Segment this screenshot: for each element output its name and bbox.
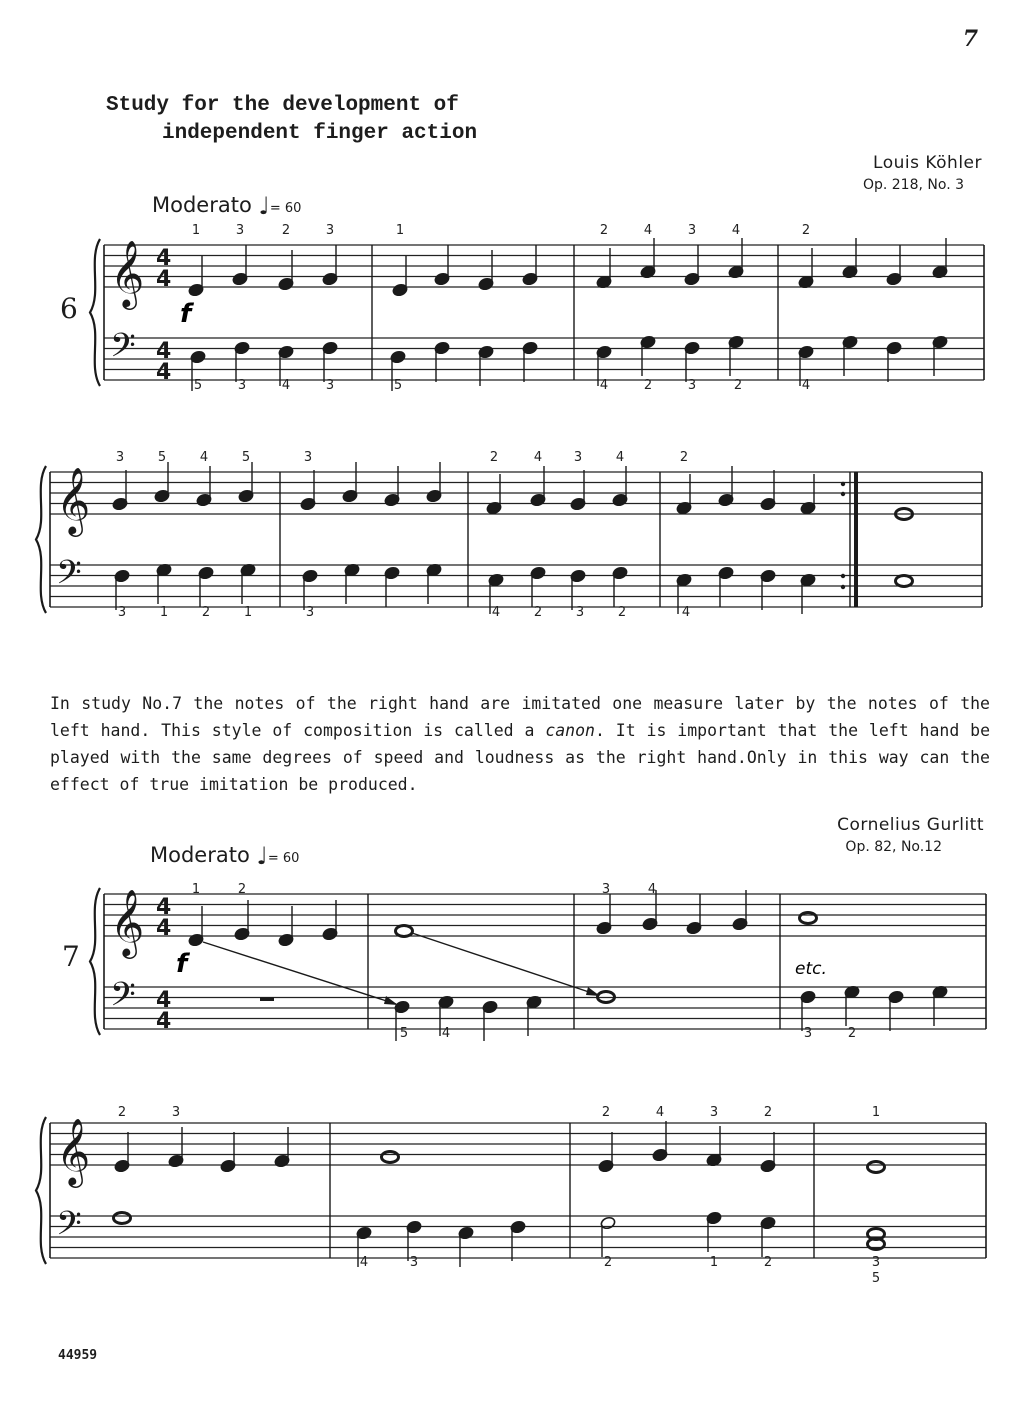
time-signature: 4: [156, 360, 172, 385]
fingering-number: 4: [199, 450, 209, 465]
imitation-arrow: [412, 933, 598, 995]
fingering-number: 2: [617, 605, 627, 620]
treble-clef-icon: 𝄞: [110, 239, 145, 307]
fingering-number: 5: [871, 1271, 881, 1286]
whole-note: [896, 576, 913, 587]
fingering-number: 3: [573, 450, 583, 465]
imitation-arrow: [203, 942, 396, 1004]
fingering-number: 1: [191, 882, 201, 897]
quarter-note-icon: ♩: [256, 842, 268, 870]
bass-clef-icon: 𝄢: [56, 554, 82, 600]
composer-kohler: Louis Köhler: [873, 153, 982, 173]
fingering-number: 3: [235, 223, 245, 238]
fingering-number: 2: [281, 223, 291, 238]
fingering-number: 3: [871, 1255, 881, 1270]
time-signature: 4: [156, 895, 172, 920]
fingering-number: 3: [171, 1105, 181, 1120]
time-signature: 4: [156, 1009, 172, 1034]
fingering-number: 5: [393, 378, 403, 393]
brace: [36, 466, 46, 613]
fingering-number: 4: [281, 378, 291, 393]
repeat-dot: [841, 482, 845, 486]
fingering-number: 4: [599, 378, 609, 393]
whole-note: [382, 1152, 399, 1163]
fingering-number: 4: [441, 1026, 451, 1041]
fingering-number: 2: [801, 223, 811, 238]
fingering-number: 4: [681, 605, 691, 620]
paragraph-text-1: In study No.7 the notes of the right hand are imitated one measure later by the notes of the left hand. This style of composition is called a: [50, 694, 990, 740]
title-line-1: Study for the development of: [106, 94, 459, 117]
fingering-number: 2: [679, 450, 689, 465]
brace: [90, 888, 100, 1035]
fingering-number: 2: [601, 1105, 611, 1120]
fingering-number: 3: [601, 882, 611, 897]
fingering-number: 1: [191, 223, 201, 238]
fingering-number: 4: [647, 882, 657, 897]
dynamic-forte-6: f: [180, 299, 192, 329]
fingering-number: 2: [201, 605, 211, 620]
bass-clef-icon: 𝄢: [110, 327, 136, 373]
fingering-number: 2: [237, 882, 247, 897]
fingering-number: 3: [687, 223, 697, 238]
fingering-number: 3: [115, 450, 125, 465]
fingering-number: 2: [599, 223, 609, 238]
fingering-number: 2: [643, 378, 653, 393]
fingering-number: 3: [687, 378, 697, 393]
repeat-dot: [841, 585, 845, 589]
metronome-value: = 60: [269, 201, 302, 216]
fingering-number: 3: [803, 1026, 813, 1041]
fingering-number: 2: [847, 1026, 857, 1041]
tempo-label: Moderato: [152, 193, 252, 217]
time-signature: 4: [156, 916, 172, 941]
paragraph-text-2: . It is important that the left hand be played with the same degrees of speed and loudness as the right hand.Only in this way can the effect of true imitation be produced.: [50, 721, 990, 794]
fingering-number: 4: [615, 450, 625, 465]
fingering-number: 2: [533, 605, 543, 620]
title-line-2: independent finger action: [162, 122, 478, 145]
fingering-number: 5: [157, 450, 167, 465]
fingering-number: 3: [325, 223, 335, 238]
fingering-number: 2: [603, 1255, 613, 1270]
whole-note: [114, 1213, 131, 1224]
etc-label: etc.: [795, 959, 827, 979]
fingering-number: 2: [763, 1105, 773, 1120]
fingering-number: 4: [801, 378, 811, 393]
fingering-number: 5: [241, 450, 251, 465]
bass-clef-icon: 𝄢: [110, 976, 136, 1022]
arrow-head: [586, 987, 600, 996]
time-signature: 4: [156, 246, 172, 271]
repeat-dot: [841, 492, 845, 496]
fingering-number: 4: [359, 1255, 369, 1270]
fingering-number: 3: [709, 1105, 719, 1120]
study-number-6: 6: [60, 292, 78, 325]
fingering-number: 4: [643, 223, 653, 238]
whole-note: [396, 926, 413, 937]
fingering-number: 1: [159, 605, 169, 620]
treble-clef-icon: 𝄞: [110, 888, 145, 956]
half-rest: [260, 997, 274, 1001]
treble-clef-icon: 𝄞: [56, 466, 91, 534]
fingering-number: 1: [243, 605, 253, 620]
fingering-number: 2: [117, 1105, 127, 1120]
fingering-number: 3: [305, 605, 315, 620]
fingering-number: 4: [491, 605, 501, 620]
fingering-number: 4: [655, 1105, 665, 1120]
bass-clef-icon: 𝄢: [56, 1205, 82, 1251]
time-signature: 4: [156, 988, 172, 1013]
fingering-number: 3: [237, 378, 247, 393]
fingering-number: 3: [303, 450, 313, 465]
treble-clef-icon: 𝄞: [56, 1117, 91, 1185]
time-signature: 4: [156, 267, 172, 292]
catalog-code: 44959: [58, 1348, 98, 1363]
fingering-number: 4: [731, 223, 741, 238]
fingering-number: 5: [193, 378, 203, 393]
quarter-note-icon: ♩: [258, 192, 270, 220]
canon-term: canon: [545, 721, 595, 740]
page-number: 7: [962, 26, 978, 52]
time-signature: 4: [156, 339, 172, 364]
fingering-number: 1: [871, 1105, 881, 1120]
opus-kohler: Op. 218, No. 3: [862, 177, 964, 193]
fingering-number: 2: [489, 450, 499, 465]
opus-gurlitt: Op. 82, No.12: [845, 839, 942, 855]
fingering-number: 3: [117, 605, 127, 620]
fingering-number: 2: [733, 378, 743, 393]
study-number-7: 7: [62, 940, 80, 973]
brace: [36, 1117, 46, 1264]
fingering-number: 4: [533, 450, 543, 465]
fingering-number: 2: [763, 1255, 773, 1270]
dynamic-forte-7: f: [176, 949, 188, 979]
composer-gurlitt: Cornelius Gurlitt: [837, 815, 984, 835]
whole-note: [868, 1162, 885, 1173]
whole-note: [800, 913, 817, 924]
fingering-number: 1: [709, 1255, 719, 1270]
fingering-number: 3: [325, 378, 335, 393]
brace: [90, 239, 100, 386]
metronome-value: = 60: [267, 851, 300, 866]
fingering-number: 5: [399, 1026, 409, 1041]
tempo-label: Moderato: [150, 843, 250, 867]
fingering-number: 1: [395, 223, 405, 238]
repeat-dot: [841, 574, 845, 578]
fingering-number: 3: [575, 605, 585, 620]
fingering-number: 3: [409, 1255, 419, 1270]
